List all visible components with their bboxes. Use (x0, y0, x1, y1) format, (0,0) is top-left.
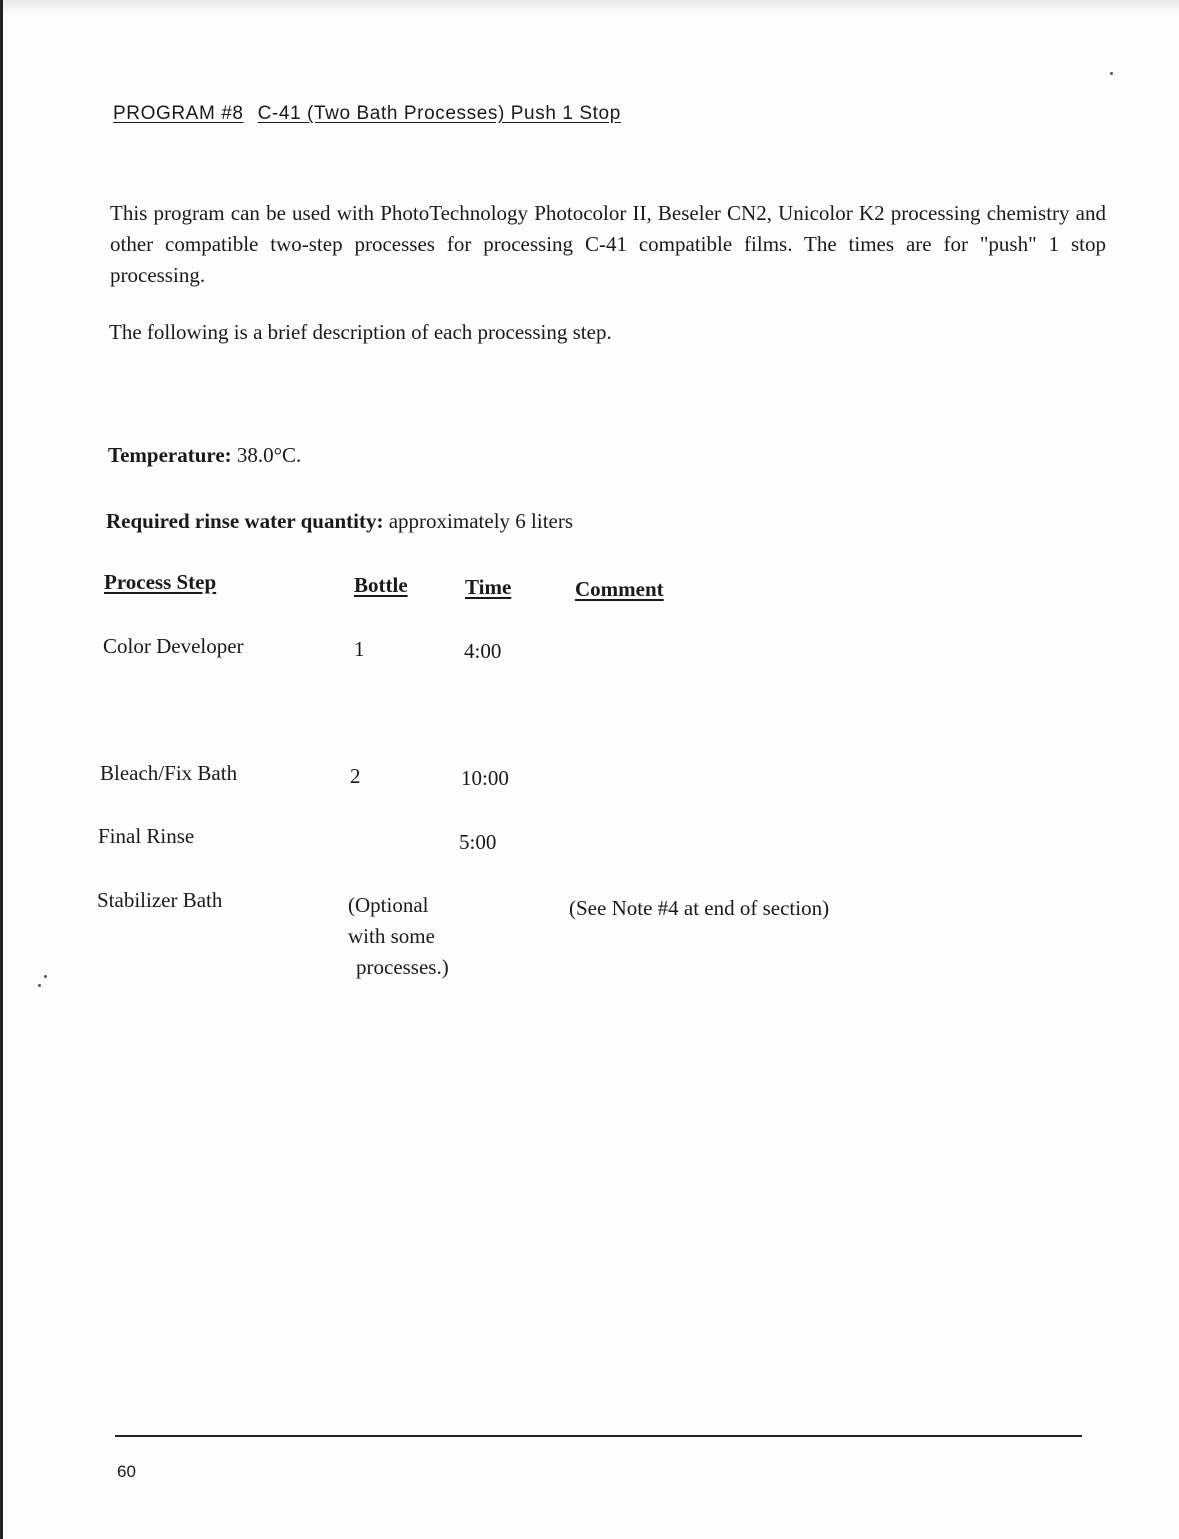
row-bottle: 1 (354, 637, 365, 661)
row-time: 10:00 (461, 766, 509, 790)
brief-description: The following is a brief description of each processing step. (109, 320, 612, 344)
temperature-label: Temperature: (108, 443, 232, 467)
row-bottle: 2 (350, 764, 361, 788)
stabilizer-note-reference: (See Note #4 at end of section) (569, 896, 830, 920)
scan-edge (0, 0, 3, 1539)
footer-divider (115, 1435, 1082, 1437)
scan-speck (44, 975, 47, 978)
header-bottle: Bottle (354, 573, 408, 597)
header-time: Time (465, 575, 512, 599)
stabilizer-comment (348, 890, 449, 983)
scan-speck (1110, 72, 1113, 75)
intro-paragraph: This program can be used with PhotoTechnology Photocolor II, Beseler CN2, Unicolor K2 processing chemistry and other compatible two-step processes for processing C-41 compatible films. The times are for "push" 1 stop processing. (110, 201, 1106, 287)
rinse-line (106, 509, 573, 534)
row-step: Final Rinse (98, 824, 195, 848)
scan-shadow (0, 0, 1179, 14)
stabilizer-comment-line1: (Optional with some (348, 893, 435, 948)
header-process-step: Process Step (104, 570, 217, 594)
program-subtitle: C-41 (Two Bath Processes) Push 1 Stop (257, 103, 621, 124)
page-title (113, 103, 621, 125)
header-comment: Comment (575, 577, 664, 601)
rinse-value: approximately 6 liters (388, 509, 574, 533)
program-number: PROGRAM #8 (113, 103, 244, 124)
row-step: Bleach/Fix Bath (100, 761, 238, 785)
row-time: 4:00 (464, 639, 502, 663)
temperature-line (108, 443, 301, 468)
row-time: 5:00 (459, 830, 497, 854)
row-step: Color Developer (103, 634, 244, 658)
temperature-value: 38.0°C. (236, 443, 302, 467)
scan-speck (38, 984, 41, 987)
stabilizer-comment-line2: processes.) (356, 955, 449, 979)
rinse-label: Required rinse water quantity: (106, 509, 384, 533)
page-number: 60 (117, 1462, 136, 1481)
row-step: Stabilizer Bath (97, 888, 223, 912)
